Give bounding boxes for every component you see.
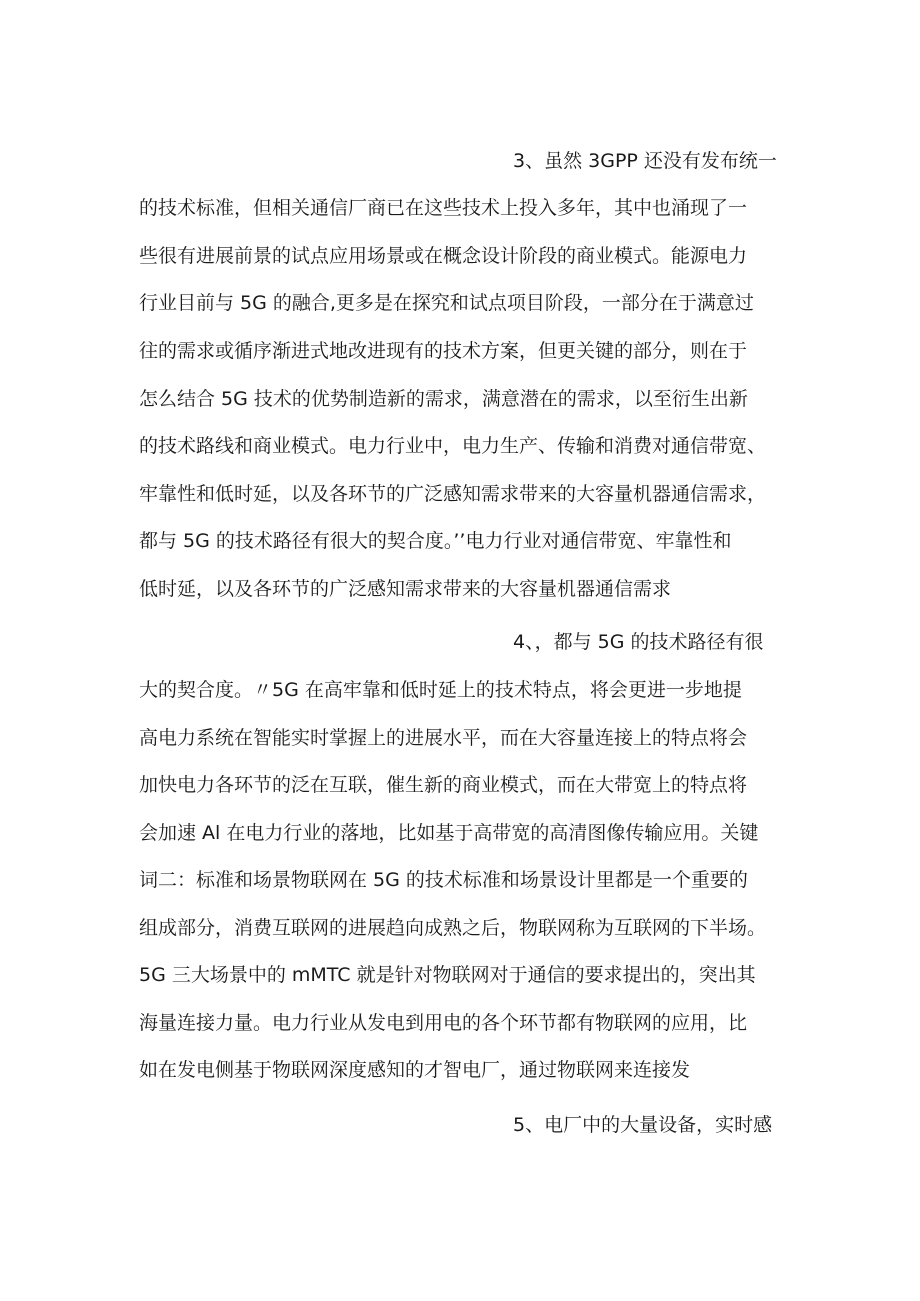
body-line: 的技术路线和商业模式。电力行业中，电力生产、传输和消费对通信带宽、 [139,435,767,457]
body-line: 往的需求或循序渐进式地改进现有的技术方案，但更关键的部分，则在于 [139,340,748,362]
body-line: 行业目前与 5G 的融合,更多是在探究和试点项目阶段，一部分在于满意过 [139,292,754,314]
paragraph-number-line: 3、虽然 3GPP 还没有发布统一 [513,150,777,172]
body-line: 牢靠性和低时延，以及各环节的广泛感知需求带来的大容量机器通信需求， [139,483,767,505]
body-line: 海量连接力量。电力行业从发电到用电的各个环节都有物联网的应用，比 [139,1012,748,1034]
body-line: 都与 5G 的技术路径有很大的契合度。’’电力行业对通信带宽、牢靠性和 [139,530,732,552]
body-line: 的技术标准，但相关通信厂商已在这些技术上投入多年，其中也涌现了一 [139,197,748,219]
body-line: 大的契合度。〃5G 在高牢靠和低时延上的技术特点，将会更进一步地提 [139,679,742,701]
body-line: 怎么结合 5G 技术的优势制造新的需求，满意潜在的需求，以至衍生出新 [139,388,748,410]
body-line: 词二：标准和场景物联网在 5G 的技术标准和场景设计里都是一个重要的 [139,869,748,891]
body-line: 些很有进展前景的试点应用场景或在概念设计阶段的商业模式。能源电力 [139,245,748,267]
body-line: 会加速 Al 在电力行业的落地，比如基于高带宽的高清图像传输应用。关键 [139,822,759,844]
body-line: 组成部分，消费互联网的进展趋向成熟之后，物联网称为互联网的下半场。 [139,917,767,939]
body-line: 如在发电侧基于物联网深度感知的才智电厂，通过物联网来连接发 [139,1059,691,1081]
body-line: 低时延，以及各环节的广泛感知需求带来的大容量机器通信需求 [139,578,672,600]
paragraph-number-line: 5、电厂中的大量设备，实时感 [513,1114,773,1136]
body-line: 5G 三大场景中的 mMTC 就是针对物联网对于通信的要求提出的，突出其 [139,964,756,986]
body-line: 高电力系统在智能实时掌握上的进展水平，而在大容量连接上的特点将会 [139,727,748,749]
body-line: 加快电力各环节的泛在互联，催生新的商业模式，而在大带宽上的特点将 [139,774,748,796]
paragraph-number-line: 4、，都与 5G 的技术路径有很 [513,631,764,653]
